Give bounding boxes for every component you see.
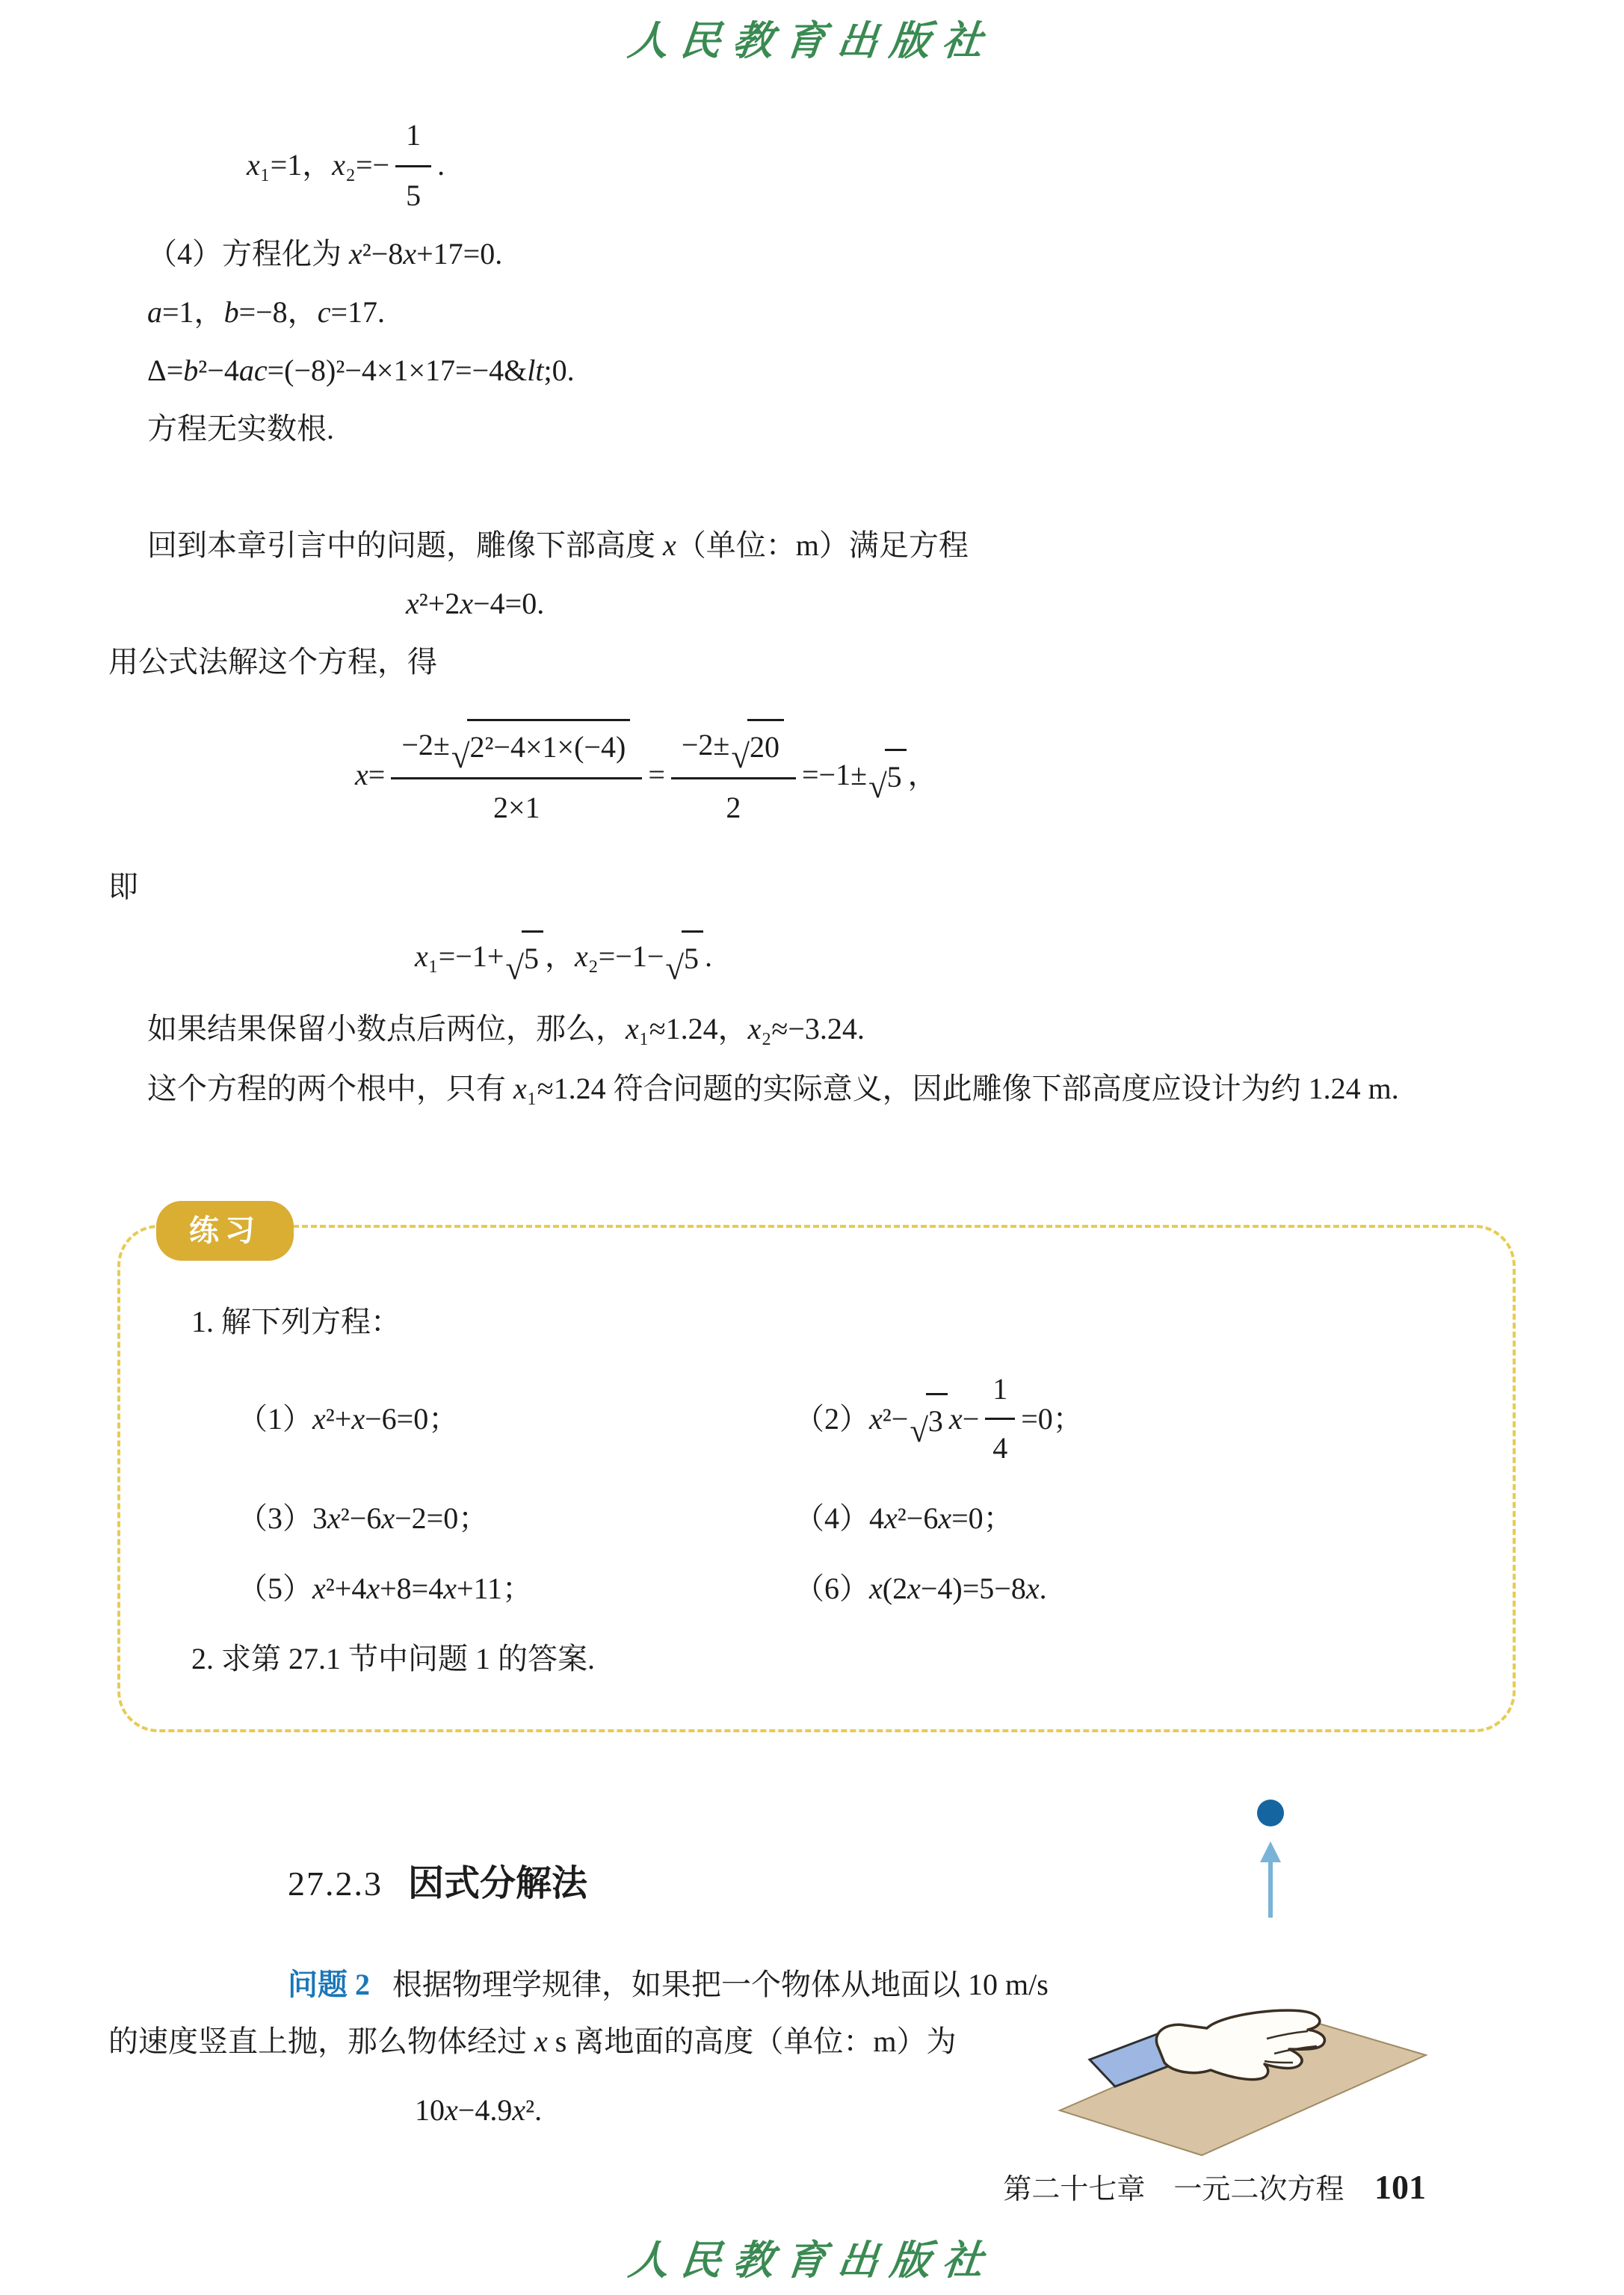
practice-eq-5: （5） x ²+4 x +8=4 x +11； xyxy=(238,1572,533,1605)
up-arrow-stem xyxy=(1268,1861,1273,1918)
publisher-logo-top: 人民教育出版社 xyxy=(626,19,997,64)
para-conclusion: 这个方程的两个根中，只有 x₁≈1.24 符合问题的实际意义，因此雕像下部高度应设计为约 1.24 m. xyxy=(147,1072,1399,1105)
para-use-formula: 用公式法解这个方程，得 xyxy=(108,645,437,679)
quadratic-formula-line xyxy=(355,717,1516,832)
sqrt-radical: √ 5 xyxy=(505,930,543,983)
practice-equations xyxy=(191,1365,1472,1613)
statue-text-a: 回到本章引言中的问题，雕像下部高度 xyxy=(147,528,663,562)
para-no-real-roots: 方程无实数根. xyxy=(147,412,334,445)
para-discriminant: Δ=b²−4ac=(−8)²−4×1×17=−4&lt;0. xyxy=(147,353,575,387)
practice-item-2: 2. 求第 27.1 节中问题 1 的答案. xyxy=(191,1642,595,1675)
spacer xyxy=(108,463,1516,522)
practice-eq-2: （2）x²− √ 3 x− $\frac{1}{4}$ =0； xyxy=(794,1365,1472,1472)
para-coefficients: a=1，b=−8，c=17. xyxy=(147,295,386,329)
equation-x2-2x-4: x²+2x−4=0. xyxy=(406,587,545,620)
formula-part: x₁=1，x₂=− xyxy=(247,147,390,182)
formula-x1-x2 xyxy=(247,110,1516,220)
equals-sign: = xyxy=(648,757,665,791)
sqrt-radical: √ 5 xyxy=(868,749,907,801)
footer-chapter-title: 第二十七章 一元二次方程 xyxy=(1003,2174,1344,2205)
publisher-logo-bottom: 人民教育出版社 xyxy=(626,2238,998,2283)
problem-2-label: 问题 2 xyxy=(288,1967,370,2001)
height-formula: 10x−4.9x². xyxy=(415,2092,543,2127)
section-number: 27.2.3 xyxy=(288,1865,383,1903)
practice-box xyxy=(117,1214,1516,1732)
comma: ， xyxy=(907,757,938,791)
formula-part: . xyxy=(437,147,445,182)
ball-icon xyxy=(1257,1800,1284,1826)
up-arrow-head-icon xyxy=(1260,1841,1281,1862)
fraction-one-quarter: $\frac{1}{4}$ xyxy=(985,1365,1015,1472)
roots-line: x₁=−1+ √ 5 ，x₂=−1− √ 5 . xyxy=(415,930,1516,983)
footer-page-number: 101 xyxy=(1374,2168,1426,2206)
sqrt-radical: √ 20 xyxy=(731,719,784,771)
page-footer xyxy=(1003,2166,1426,2207)
section-27-2-3 xyxy=(108,1856,1516,2134)
practice-eq-1: （1） x ²+ x −6=0； xyxy=(238,1401,459,1436)
practice-eq-4: （4）4 x ²−6 x =0； xyxy=(794,1501,1013,1535)
result-part: =−1± xyxy=(801,757,868,791)
statue-text-b: （单位：m）满足方程 xyxy=(676,528,969,562)
ball-toss-illustration xyxy=(1046,1785,1435,2173)
fraction-discriminant: −2± √ 2²−4×1×(−4) 2×1 xyxy=(391,717,642,832)
problem-2-paragraph: 问题 2 根据物理学规律，如果把一个物体从地面以 10 m/s 的速度竖直上抛，那么物体经过 x s 离地面的高度（单位：m）为 xyxy=(108,1967,1049,2058)
fraction-one-fifth: $\frac{1}{5}$ xyxy=(395,110,431,220)
formula-lhs: x= xyxy=(355,757,386,791)
fraction-sqrt20: −2± √ 20 2 xyxy=(671,717,796,832)
practice-item-1: 1. 解下列方程： xyxy=(191,1305,401,1338)
sqrt-radical: √ 2²−4×1×(−4) xyxy=(451,719,630,771)
practice-eq-3: （3）3 x ²−6 x −2=0； xyxy=(238,1501,489,1535)
step4-text: （4）方程化为 xyxy=(147,237,349,271)
step4-equation: x²−8x+17=0. xyxy=(349,237,503,271)
sqrt-radical: √ 3 xyxy=(910,1393,948,1445)
practice-label: 练习 xyxy=(156,1201,294,1261)
statue-var-x: x xyxy=(663,528,676,562)
section-title: 因式分解法 xyxy=(408,1864,588,1903)
para-rounded-roots: 如果结果保留小数点后两位，那么，x₁≈1.24，x₂≈−3.24. xyxy=(147,1012,865,1045)
para-ji: 即 xyxy=(108,870,138,904)
sqrt-radical: √ 5 xyxy=(665,930,703,983)
para-step4 xyxy=(108,230,1516,278)
problem2-var-x: x xyxy=(534,2024,548,2058)
practice-eq-6: （6） x (2 x −4)=5−8 x . xyxy=(794,1572,1047,1605)
page-content xyxy=(108,110,1516,2134)
para-statue-intro xyxy=(108,522,1516,569)
